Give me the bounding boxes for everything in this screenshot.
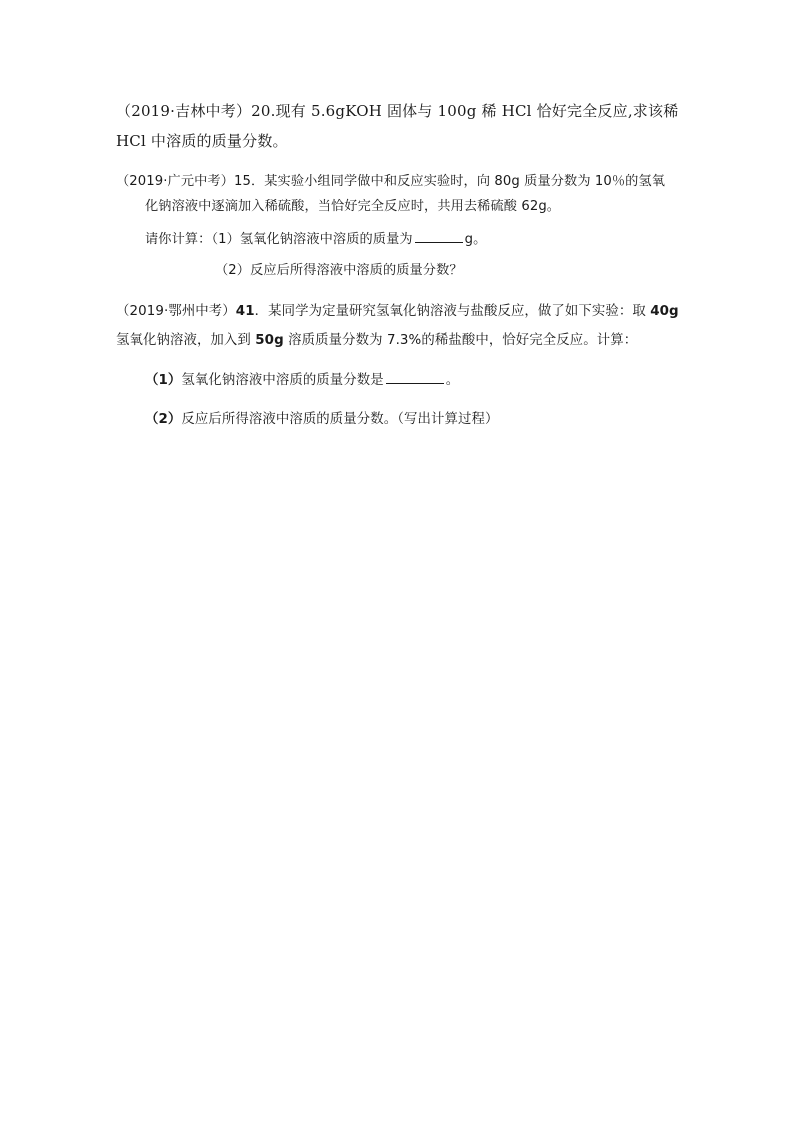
q3-text-b: 氢氧化钠溶液，加入到 xyxy=(116,333,256,348)
q3-sub-1-end: 。 xyxy=(445,373,460,388)
q2-line-2: 化钠溶液中逐滴加入稀硫酸，当恰好完全反应时，共用去稀硫酸 62g。 xyxy=(145,199,561,214)
answer-blank xyxy=(415,241,463,243)
q3-text-a: ．某同学为定量研究氢氧化钠溶液与盐酸反应，做了如下实验：取 xyxy=(254,304,651,319)
q3-sub-2-number: （2） xyxy=(145,412,182,427)
q3-value-40g: 40g xyxy=(650,304,679,319)
q3-sub-1-number: （1） xyxy=(145,373,182,388)
q3-text-c: 溶质质量分数为 7.3%的稀盐酸中，恰好完全反应。计算： xyxy=(283,333,638,348)
q3-sub-2-text: 反应后所得溶液中溶质的质量分数。（写出计算过程） xyxy=(181,412,499,427)
q2-sub-2: （2）反应后所得溶液中溶质的质量分数？ xyxy=(215,263,463,278)
q1-line-1: （2019·吉林中考）20.现有 5.6gKOH 固体与 100g 稀 HCl 恰好完全反应,求该稀 xyxy=(116,102,679,120)
q3-source: （2019·鄂州中考） xyxy=(116,304,236,319)
q3-number: 41 xyxy=(235,304,255,319)
answer-blank xyxy=(386,382,444,384)
q3-sub-2 xyxy=(145,413,498,426)
q2-sub-1 xyxy=(145,233,486,246)
q3-sub-1 xyxy=(145,374,459,387)
q2-sub-1-unit: g。 xyxy=(464,232,487,247)
q1-line-2: HCl 中溶质的质量分数。 xyxy=(116,132,288,150)
q3-line-1 xyxy=(116,305,679,318)
q2-sub-1-text: 请你计算：（1）氢氧化钠溶液中溶质的质量为 xyxy=(145,232,413,247)
q3-line-2 xyxy=(116,334,637,347)
q3-sub-1-text: 氢氧化钠溶液中溶质的质量分数是 xyxy=(181,373,384,388)
q2-line-1: （2019·广元中考）15．某实验小组同学做中和反应实验时，向 80g 质量分数为 10％的氢氧 xyxy=(116,174,666,189)
q3-value-50g: 50g xyxy=(255,333,284,348)
